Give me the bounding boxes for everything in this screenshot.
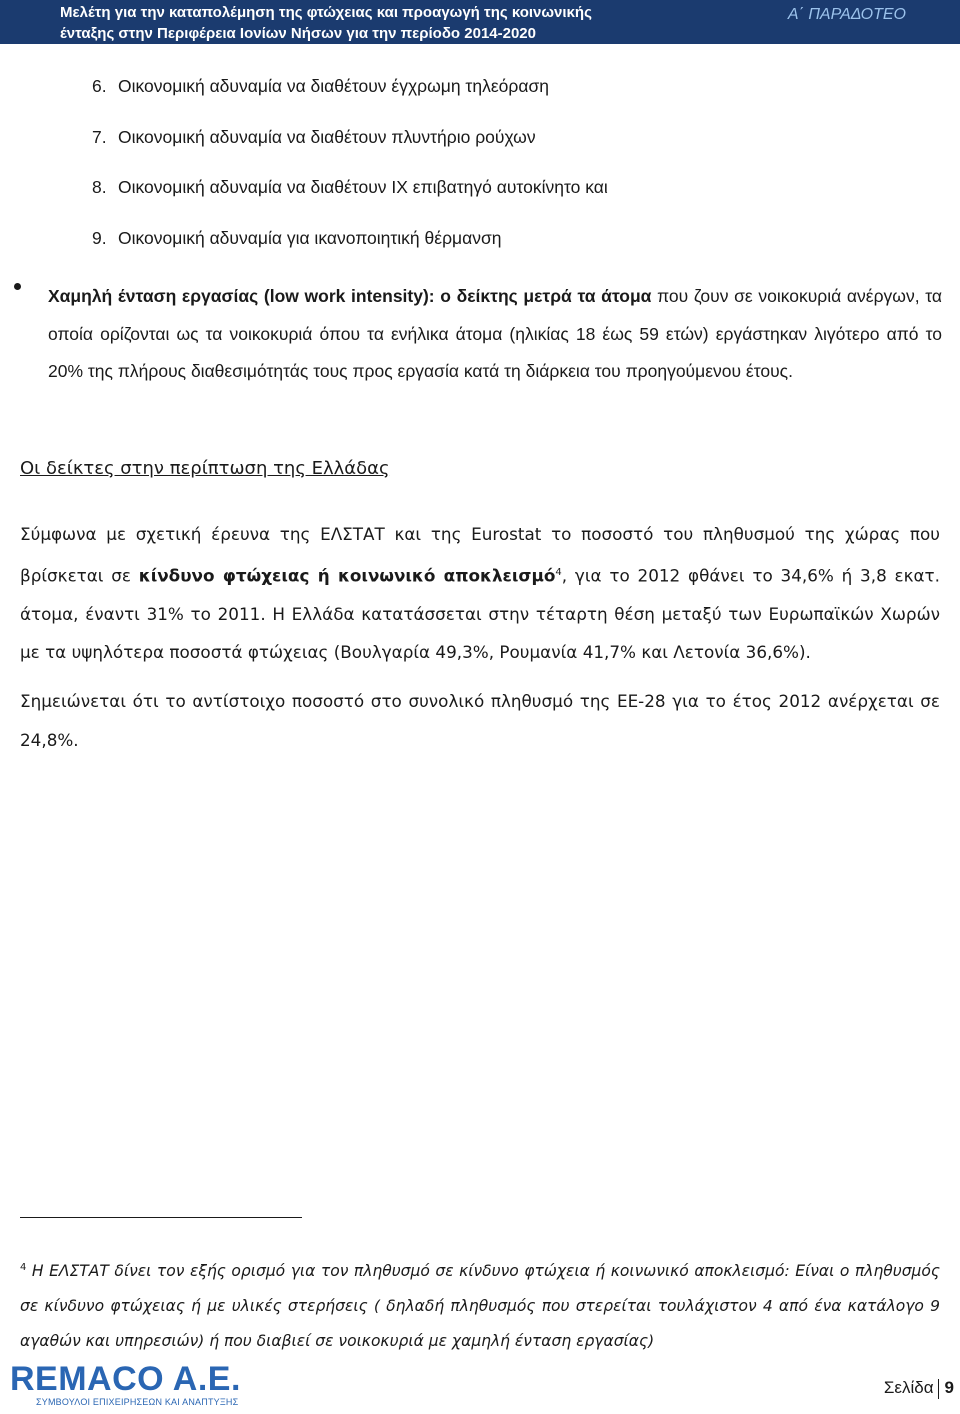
bullet-text: που ζουν σε νοικοκυριά ανέργων, τα οποία ορίζονται ως τα νοικοκυριά όπου τα ενήλικα άτομα (ηλικίας 18 έως 59 ετών) εργάστηκαν λιγότερο από το 20% της πλήρους διαθεσιμότητάς τους προς εργασία κατά τη διάρκεια του προηγούμενου έτους.	[48, 286, 942, 381]
page-header	[0, 0, 960, 44]
deliverable-label: Α΄ ΠΑΡΑΔΟΤΕΟ	[787, 6, 906, 23]
list-item-number: 7.	[92, 127, 107, 147]
list-item-number: 8.	[92, 177, 107, 197]
page-label: Σελίδα	[883, 1378, 934, 1397]
section-heading: Οι δείκτες στην περίπτωση της Ελλάδας	[20, 458, 390, 479]
bullet-dot-icon	[14, 283, 21, 290]
list-item	[92, 177, 608, 198]
footnote-number: 4	[20, 1262, 27, 1273]
list-item-number: 6.	[92, 76, 107, 96]
list-item-text: Οικονομική αδυναμία να διαθέτουν ΙΧ επιβατηγό αυτοκίνητο και	[118, 177, 608, 197]
page-number-footer	[884, 1378, 954, 1399]
footnote-reference[interactable]: 4	[555, 566, 562, 578]
paragraph-eu-rate: Σημειώνεται ότι το αντίστοιχο ποσοστό στο συνολικό πληθυσμό της ΕΕ-28 για το έτος 2012 ανέρχεται σε 24,8%.	[20, 691, 940, 750]
list-item	[92, 76, 549, 97]
list-item-text: Οικονομική αδυναμία να διαθέτουν έγχρωμη τηλεόραση	[118, 76, 549, 96]
page-number: 9	[944, 1378, 954, 1397]
page-separator	[938, 1379, 939, 1399]
bullet-paragraph	[48, 278, 942, 391]
paragraph-bold-term: κίνδυνο φτώχειας ή κοινωνικό αποκλεισμό	[138, 565, 556, 586]
paragraph-text: Σύμφωνα με σχετική έρευνα της ΕΛΣΤΑΤ και της Eurostat το ποσοστό του πληθυσμού της χώρας που βρίσκεται σε	[20, 524, 940, 586]
list-item-text: Οικονομική αδυναμία για ικανοποιητική θέρμανση	[118, 228, 502, 248]
list-item-text: Οικονομική αδυναμία να διαθέτουν πλυντήριο ρούχων	[118, 127, 536, 147]
footnote-text: Η ΕΛΣΤΑΤ δίνει τον εξής ορισμό για τον πληθυσμό σε κίνδυνο φτώχεια ή κοινωνικό αποκλεισμό: Είναι ο πληθυσμός σε κίνδυνο φτώχειας ή με υλικές στερήσεις ( δηλαδή πληθυσμός που στερείται τουλάχιστον 4 από ένα κατάλογο 9 αγαθών και υπηρεσιών) ή που διαβιεί σε νοικοκυριά με χαμηλή ένταση εργασίας)	[20, 1262, 940, 1351]
list-item-number: 9.	[92, 228, 107, 248]
study-title	[60, 2, 700, 44]
logo-tagline: ΣΥΜΒΟΥΛΟΙ ΕΠΙΧΕΙΡΗΣΕΩΝ ΚΑΙ ΑΝΑΠΤΥΞΗΣ	[36, 1397, 239, 1407]
footnote	[20, 1250, 940, 1359]
paragraph-poverty-rate	[20, 515, 940, 672]
list-item	[92, 228, 502, 249]
logo-wordmark: REMACO A.E.	[10, 1360, 241, 1398]
footnote-separator	[20, 1217, 302, 1218]
study-title-line-2: ένταξης στην Περιφέρεια Ιονίων Νήσων για την περίοδο 2014-2020	[60, 25, 536, 42]
study-title-line-1: Μελέτη για την καταπολέμηση της φτώχειας και προαγωγή της κοινωνικής	[60, 4, 592, 21]
paragraph-text: , για το 2012 φθάνει το 34,6% ή 3,8 εκατ. άτομα, έναντι 31% το 2011. Η Ελλάδα κατατάσσεται στην τέταρτη θέση μεταξύ των Ευρωπαϊκών Χωρών με τα υψηλότερα ποσοστά φτώχειας (Βουλγαρία 49,3%, Ρουμανία 41,7% και Λετονία 36,6%).	[20, 565, 940, 663]
bullet-lead: Χαμηλή ένταση εργασίας (low work intensity): ο δείκτης μετρά τα άτομα	[48, 286, 652, 306]
list-item	[92, 127, 536, 148]
